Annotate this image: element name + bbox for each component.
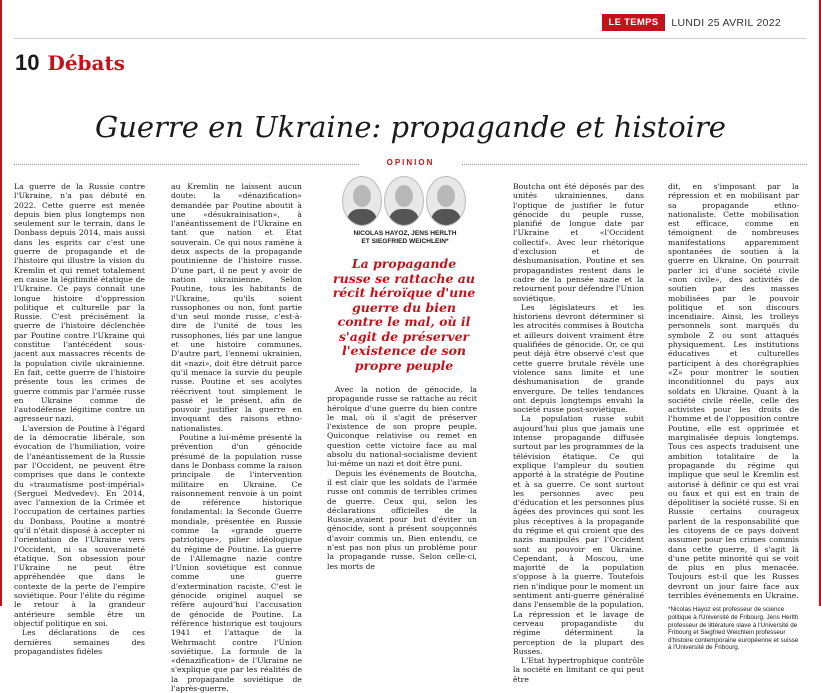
author-bio: *Nicolas Hayoz est professeur de science politique à l'Université de Fribourg. Jens Herlth professeur de littérature slave à l'Université de Fribourg et Siegfried Weichlein professeur d'histoire contemporaine européenne et suisse à l'Université de Fribourg. — [668, 606, 799, 652]
paragraph: Les déclarations de ces dernières semaines des propagandistes fidèles — [14, 628, 145, 656]
paragraph: L'aversion de Poutine à l'égard de la démocratie libérale, son évocation de l'humiliation, voire de l'anéantissement de la Russie par l'Occident, ne peuvent être comprises que dans le contexte du «traumatisme post-impérial» (Sergueï Medvedev). En 2014, avec l'annexion de la Crimée et l'occupation de certaines parties du Donbass, Poutine a montré qu'il n'était disposé à accepter ni l'orientation de l'Ukraine vers l'Occident, ni sa souveraineté étatique. Son obsession pour l'Ukraine ne peut être appréhendée que dans le contexte de la perte de l'empire soviétique. Pour l'élite du régime le retour à la grandeur antérieure semble être un objectif politique en soi. — [14, 423, 145, 628]
paragraph: Boutcha ont été déposés par des unités ukrainiennes, dans l'optique de justifier le futur génocide du peuple russe, planifié de longue date par l'Ukraine et «l'Occident collectif». Avec leur rhétorique d'exclusion et de déshumanisation, Poutine et ses propagandistes restent dans le cadre de la pensée nazie et la retournent pour défendre l'Union soviétique. — [513, 182, 644, 303]
kicker: OPINION — [386, 158, 435, 167]
article-title: Guerre en Ukraine: propagande et histoire — [95, 110, 726, 144]
header-rule — [14, 38, 807, 39]
column-4 — [513, 182, 644, 684]
paragraph: La population russe subit aujourd'hui plus que jamais une intense propagande diffusée surtout par les programmes de la télévision étatique. Ce qui explique l'ampleur du soutien apporté à la stratégie de Poutine et à sa guerre. Ce sont surtout les personnes avec peu d'éducation et les personnes plus âgées des provinces qui sont les plus réceptives à la propagande du régime et qui croient que des nazis manipulés par l'Occident sont au pouvoir en Ukraine. Cependant, à Moscou, une majorité de la population s'oppose à la guerre. Toutefois rien n'indique pour le moment un sentiment anti-guerre généralisé dans l'ensemble de la population. La répression et le lavage de cerveau propagandiste du régime déterminent la perception de la plupart des Russes. — [513, 414, 645, 656]
page-number: 10 — [15, 50, 40, 75]
paragraph: L'Etat hypertrophique contrôle la société en limitant ce qui peut être — [513, 656, 644, 684]
author-photos — [342, 176, 466, 226]
column-1 — [14, 182, 145, 656]
paragraph: au Kremlin ne laissent aucun doute: la «dénazification» demandée par Poutine aboutit à une «désukrainisation», à l'anéantissement de l'Ukraine en tant que nation et Etat souverain. Ce qui nous ramène à deux aspects de la propagande poutinienne de l'histoire russe. D'une part, il ne peut y avoir de nation ukrainienne. Selon Poutine, tous les habitants de l'Ukraine, qu'ils soient russophones ou non, font partie d'un seul monde russe, c'est-à-dire de l'unité de tous les russophones, liés par une langue et une histoire communes. D'autre part, l'ennemi ukrainien, dit «nazi», doit être détruit parce qu'il menace la survie du peuple russe. Poutine et ses acolytes réécrivent tout simplement le passé et le présent, afin de pouvoir justifier la guerre en invoquant des raisons ethno-nationalistes. — [171, 182, 302, 433]
pull-quote: La propagande russe se rattache au récit héroïque d'une guerre du bien contre le mal, où il s'agit de préserver l'existence de son propre peuple — [332, 256, 476, 373]
newspaper-logo: LE TEMPS — [602, 14, 666, 31]
kicker-row — [14, 158, 807, 170]
author-photo — [426, 176, 466, 226]
author-photo — [342, 176, 382, 226]
issue-date: LUNDI 25 AVRIL 2022 — [671, 16, 781, 29]
paragraph: La guerre de la Russie contre l'Ukraine, n'a pas débuté en 2022. Cette guerre est menée depuis bien plus longtemps non seulement sur le terrain, dans le Donbass depuis 2014, mais aussi dans les esprits car c'est une guerre de propagande et de l'histoire qui illustre la vision du Kremlin et qui remet totalement en cause la légitimité étatique de l'Ukraine. Ce pays connaît une longue histoire d'oppression politique et culturelle par la Russie. C'est précisément la guerre de l'histoire déclenchée par Poutine contre l'Ukraine qui constitue l'antécédent sous-jacent aux massacres récents de la population civile ukrainienne. En fait, cette guerre de l'histoire présente tous les crimes de guerre commis par l'armée russe en Ukraine comme de l'autodéfense légitime contre un agresseur nazi. — [14, 182, 145, 424]
paragraph: dit, en s'imposant par la répression et en mobilisant par sa propagande ethno-nationaliste. Cette mobilisation est efficace, comme en témoignent de nombreuses manifestations apparemment spontanées de soutien à la guerre en Ukraine. On pourrait parler ici d'une société civile «non civile», des activités de soutien par des masses mobilisées par le pouvoir politique et son discours incendiaire. Ainsi, les trolleys personnels sont marqués du symbole Z ou sont attaqués physiquement. Les institutions éducatives et culturelles participent à des chorégraphies «Z» pour montrer le soutien inconditionnel du pays aux soldats en Ukraine. Quant à la société civile réelle, celle des activistes pour les droits de l'homme et de l'opposition contre Poutine, elle est opprimée et marginalisée depuis longtemps. Tous ces aspects traduisent une ambition totalitaire de la propagande du régime qui implique que seul le Kremlin est autorisé à définir ce qui est vrai ou faux et qui est en train de dépolitiser la société russe. Si en Russie certains courageux parlent de la responsabilité que les citoyens de ce pays doivent assumer pour les crimes commis dans cette guerre, il s'agit là d'une petite minorité qui se voit de plus en plus menacée. Toujours est-il que les Russes devront un jour faire face aux terribles événements en Ukraine. — [668, 182, 799, 601]
section-header — [15, 50, 125, 76]
left-rule — [0, 0, 2, 606]
paragraph: Avec la notion de génocide, la propagande russe se rattache au récit héroïque d'une guerre du bien contre le mal, où il s'agit de préserver l'existence de son propre peuple. Quiconque relativise ou remet en question cette victoire face au mal absolu du national-socialisme devient lui-même un nazi et doit être puni. — [327, 385, 477, 469]
paragraph: Poutine a lui-même présenté la prévention d'un génocide présumé de la population russe dans le Donbass comme la raison principale de l'intervention militaire en Ukraine. Ce raisonnement renvoie à un point de référence historique fondamental: la Seconde Guerre mondiale, présentée en Russie comme la «grande guerre patriotique», pilier idéologique du régime de Poutine. La guerre de l'Allemagne nazie contre l'Union soviétique est connue comme une guerre d'extermination raciste. C'est le génocide originel auquel se réfère aujourd'hui l'accusation de génocide de Poutine. La référence historique est toujours 1941 et l'attaque de la Wehrmacht contre l'Union soviétique. La formule de la «dénazification» de l'Ukraine ne s'explique que par les réalités de la propagande soviétique de l'après-guerre. — [171, 433, 302, 693]
column-5 — [668, 182, 799, 652]
dotted-rule-right — [462, 164, 807, 165]
masthead — [602, 14, 782, 31]
section-name: Débats — [47, 51, 125, 75]
paragraph: Depuis les événements de Boutcha, il est clair que les soldats de l'armée russe ont commis de terribles crimes de guerre. Ceux qui, selon les déclarations officielles de la Russie,avaient pour but d'éviter un génocide, sont à présent soupçonnés d'avoir commis un. Bien entendu, ce n'est pas non plus un problème pour la propagande russe. Selon celle-ci, les morts de — [327, 468, 477, 571]
column-2 — [171, 182, 302, 693]
column-3 — [327, 385, 477, 571]
paragraph: Les législateurs et les historiens devront déterminer si les atrocités commises à Boutcha et ailleurs doivent vraiment être qualifiées de génocide. Or, ce qui peut déjà être observé c'est que cette guerre brutale révèle une violence sans limite et une déshumanisation de grande envergure. De telles tendances ont depuis longtemps envahi la société russe post-soviétique. — [513, 302, 644, 415]
author-byline: NICOLAS HAYOZ, JENS HERLTH ET SIEGFRIED WEICHLEIN* — [353, 230, 457, 245]
author-photo — [384, 176, 424, 226]
